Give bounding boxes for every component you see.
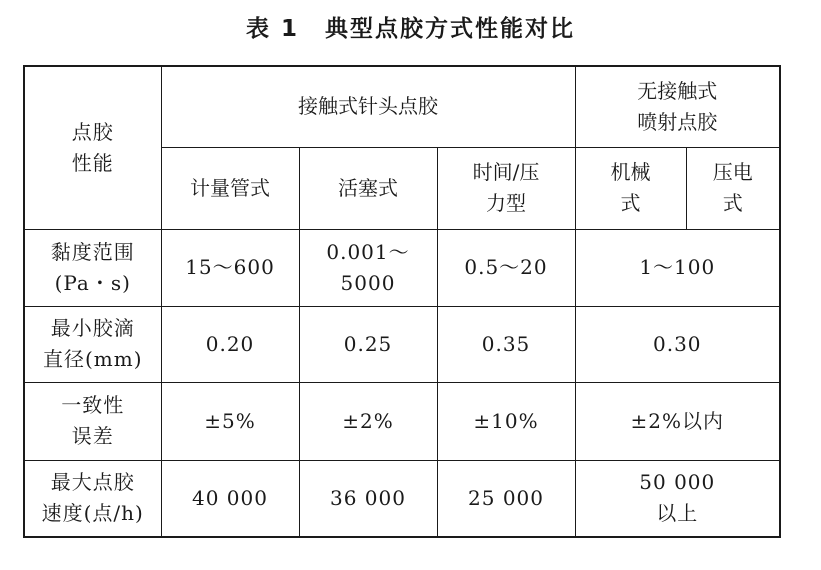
subheader-time-pressure: 时间/压 力型 xyxy=(437,147,575,229)
subheader-mechanical: 机械 式 xyxy=(575,147,686,229)
table-row-droplet-diameter xyxy=(24,306,780,382)
table-caption xyxy=(0,10,821,43)
group-header-contact: 接触式针头点胶 xyxy=(161,66,575,147)
cell-value-jetting: 50 000 以上 xyxy=(575,460,780,537)
cell-value-jetting: 0.30 xyxy=(575,306,780,382)
table-number: 表 1 xyxy=(245,16,299,42)
row-label-viscosity: 黏度范围 (Pa・s) xyxy=(24,229,161,306)
cell-value: 40 000 xyxy=(161,460,299,537)
cell-value: ±10% xyxy=(437,382,575,460)
cell-value: 25 000 xyxy=(437,460,575,537)
cell-value: 36 000 xyxy=(299,460,437,537)
table-row-consistency-error xyxy=(24,382,780,460)
cell-value: ±5% xyxy=(161,382,299,460)
row-label-droplet-diameter: 最小胶滴 直径(mm) xyxy=(24,306,161,382)
cell-value: ±2% xyxy=(299,382,437,460)
cell-value: 15～600 xyxy=(161,229,299,306)
header-row-groups xyxy=(24,66,780,147)
row-label-max-speed: 最大点胶 速度(点/h) xyxy=(24,460,161,537)
row-label-consistency-error: 一致性 误差 xyxy=(24,382,161,460)
table-row-max-speed xyxy=(24,460,780,537)
cell-value: 0.25 xyxy=(299,306,437,382)
cell-value-jetting: 1～100 xyxy=(575,229,780,306)
cell-value: 0.20 xyxy=(161,306,299,382)
subheader-piston: 活塞式 xyxy=(299,147,437,229)
cell-value-jetting: ±2%以内 xyxy=(575,382,780,460)
subheader-piezoelectric: 压电 式 xyxy=(686,147,780,229)
subheader-metering-tube: 计量管式 xyxy=(161,147,299,229)
cell-value: 0.35 xyxy=(437,306,575,382)
cell-value: 0.5～20 xyxy=(437,229,575,306)
cell-value: 0.001～ 5000 xyxy=(299,229,437,306)
comparison-table xyxy=(23,65,781,538)
table-title: 典型点胶方式性能对比 xyxy=(325,16,575,42)
table-row-viscosity xyxy=(24,229,780,306)
group-header-noncontact: 无接触式 喷射点胶 xyxy=(575,66,780,147)
corner-header: 点胶 性能 xyxy=(24,66,161,229)
